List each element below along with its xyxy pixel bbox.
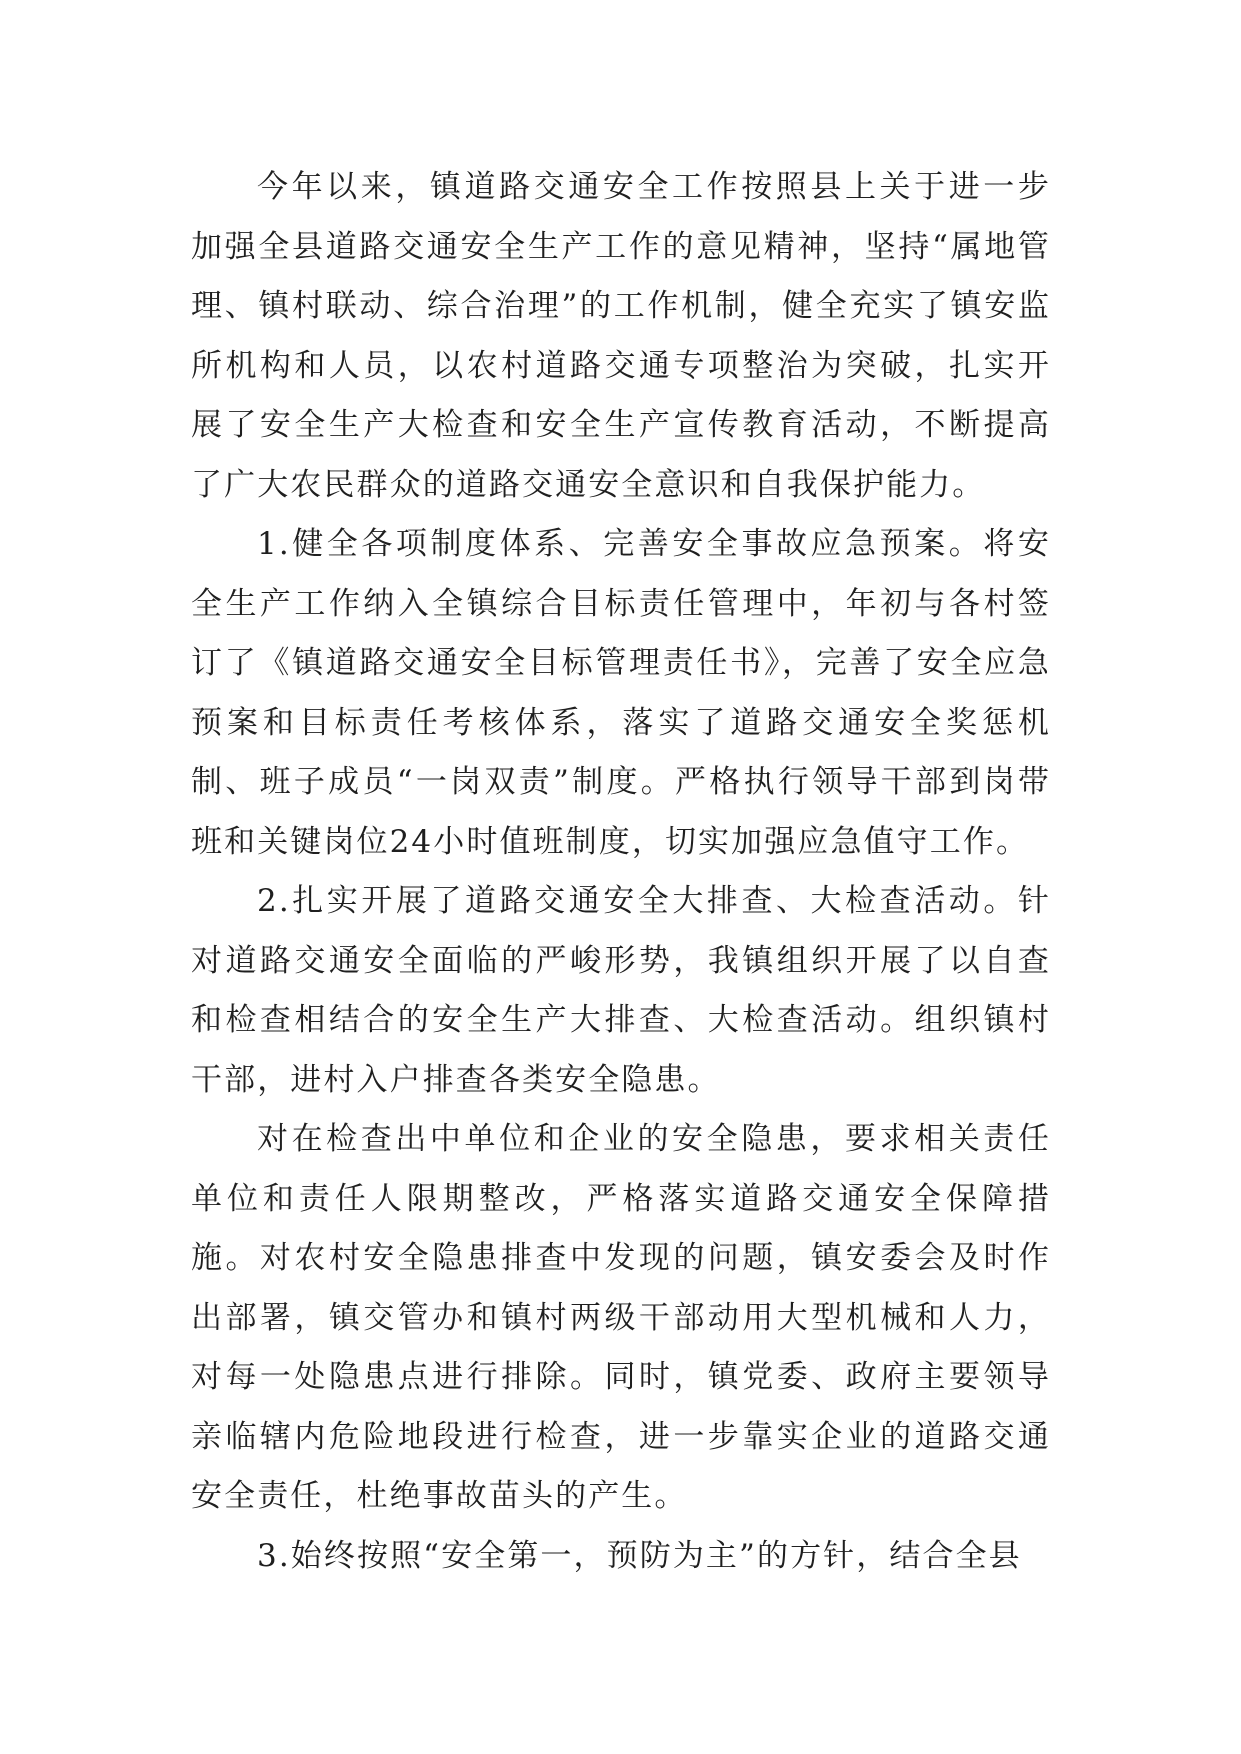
paragraph-item-1: 1.健全各项制度体系、完善安全事故应急预案。将安全生产工作纳入全镇综合目标责任管理中，年初与各村签订了《镇道路交通安全目标管理责任书》，完善了安全应急预案和目标责任考核体系，落实了道路交通安全奖惩机制、班子成员“一岗双责”制度。严格执行领导干部到岗带班和关键岗位24小时值班制度，切实加强应急值守工作。 (191, 526, 1051, 860)
paragraph-item-2: 2.扎实开展了道路交通安全大排查、大检查活动。针对道路交通安全面临的严峻形势，我镇组织开展了以自查和检查相结合的安全生产大排查、大检查活动。组织镇村干部，进村入户排查各类安全隐患。 (191, 883, 1051, 1098)
paragraph-item-3: 3.始终按照“安全第一，预防为主”的方针，结合全县 (257, 1537, 1022, 1574)
paragraph-item-2-detail: 对在检查出中单位和企业的安全隐患，要求相关责任单位和责任人限期整改，严格落实道路交通安全保障措施。对农村安全隐患排查中发现的问题，镇安委会及时作出部署，镇交管办和镇村两级干部动用大型机械和人力，对每一处隐患点进行排除。同时，镇党委、政府主要领导亲临辖内危险地段进行检查，进一步靠实企业的道路交通安全责任，杜绝事故苗头的产生。 (191, 1121, 1051, 1514)
document-body (191, 158, 1051, 1586)
paragraph-intro: 今年以来，镇道路交通安全工作按照县上关于进一步加强全县道路交通安全生产工作的意见精神，坚持“属地管理、镇村联动、综合治理”的工作机制，健全充实了镇安监所机构和人员，以农村道路交通专项整治为突破，扎实开展了安全生产大检查和安全生产宣传教育活动，不断提高了广大农民群众的道路交通安全意识和自我保护能力。 (191, 169, 1051, 503)
